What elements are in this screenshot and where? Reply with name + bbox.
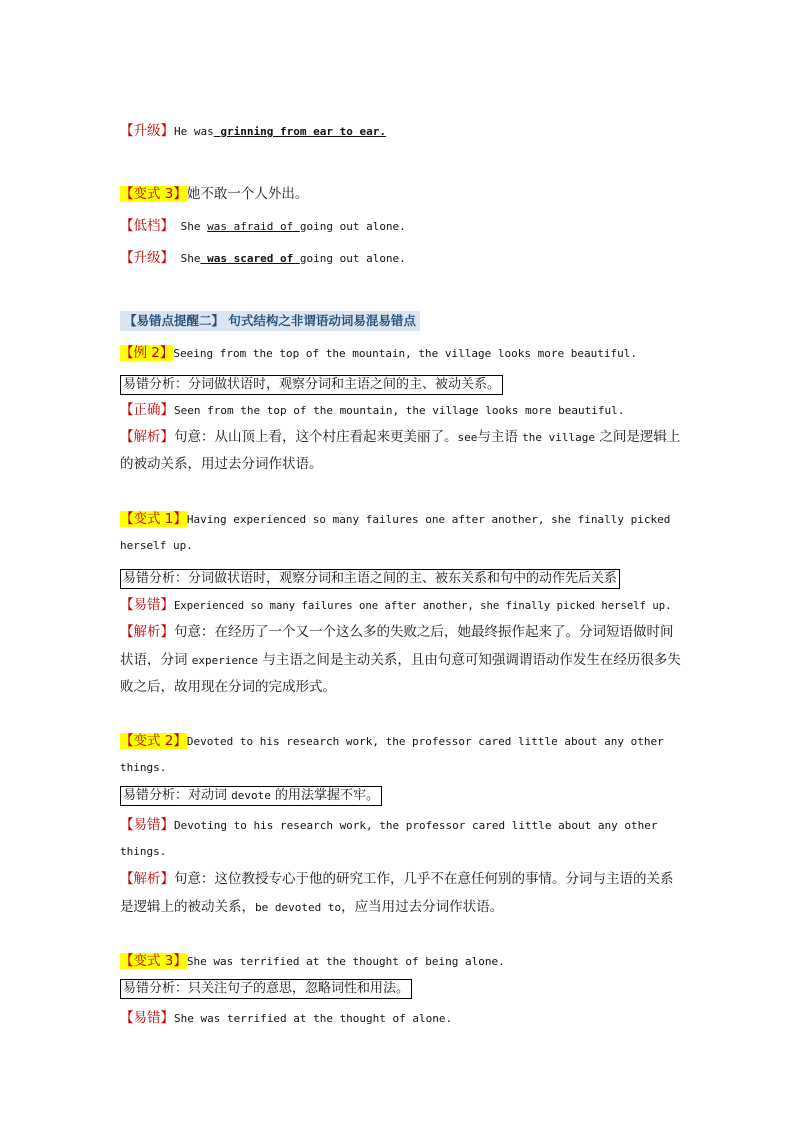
analysis-text: see: [457, 431, 478, 444]
analysis-2-line-2: [120, 652, 681, 669]
analysis-text: 之间是逻辑上: [595, 429, 681, 445]
error-analysis-box-1: 易错分析：分词做状语时，观察分词和主语之间的主、被动关系。: [120, 375, 503, 395]
analysis-2-line-1: [120, 624, 674, 640]
analysis-text: ，应当用过去分词作状语。: [341, 899, 504, 915]
error-line-3: [120, 1010, 452, 1027]
sentence-text: going out alone.: [299, 252, 406, 265]
sentence-text: Having experienced so many failures one after another, she finally picked: [186, 513, 671, 526]
variant-tag: 【变式 2】: [120, 733, 187, 749]
analysis-text: 是逻辑上的被动关系，: [120, 899, 255, 915]
correct-line: [120, 402, 624, 419]
variant-tag: 【变式 3】: [120, 186, 187, 202]
variant-1-line-2: herself up.: [120, 539, 193, 552]
analysis-tag: 【解析】: [120, 429, 174, 445]
upgrade-line-1: [120, 123, 386, 140]
sentence-text: Devoting to his research work, the professor cared little about any other: [174, 819, 658, 832]
analysis-text: 句意：这位教授专心于他的研究工作，几乎不在意任何别的事情。分词与主语的关系: [174, 871, 674, 887]
error-analysis-box-3: [120, 786, 382, 806]
upgrade-tag: 【升级】: [120, 123, 174, 139]
variant-2-line-2: things.: [120, 761, 167, 774]
low-level-tag: 【低档】: [120, 218, 174, 234]
sentence-text: Experienced so many failures one after another, she finally picked herself up.: [174, 600, 672, 612]
sentence-text: She: [174, 220, 208, 233]
analysis-tag: 【解析】: [120, 624, 174, 640]
sentence-text: Seen from the top of the mountain, the village looks more beautiful.: [174, 404, 625, 417]
analysis-text: 状语，分词: [120, 652, 192, 668]
error-line-2: [120, 817, 657, 834]
sentence-text: She was terrified at the thought of being alone.: [186, 955, 505, 968]
analysis-2-line-3: 败之后，故用现在分词的完成形式。: [120, 679, 336, 695]
variant-tag: 【变式 1】: [120, 511, 187, 527]
sentence-text: Seeing from the top of the mountain, the village looks more beautiful.: [173, 347, 637, 360]
underlined-phrase: was afraid of: [207, 220, 300, 233]
error-tag: 【易错】: [120, 597, 174, 613]
upgrade-tag: 【升级】: [120, 250, 174, 266]
variant-tag: 【变式 3】: [120, 953, 187, 969]
analysis-text: 易错分析：对动词: [123, 788, 232, 803]
sentence-text: He was: [174, 125, 214, 138]
analysis-text: the village: [522, 431, 596, 444]
analysis-text: 句意：从山顶上看，这个村庄看起来更美丽了。: [174, 429, 458, 445]
variant-3-prompt: [120, 186, 308, 202]
analysis-text: 与主语: [477, 429, 523, 445]
section-heading: 【易错点提醒二】 句式结构之非谓语动词易混易错点: [120, 311, 420, 331]
sentence-text: Devoted to his research work, the professor cared little about any other: [186, 735, 664, 748]
upgrade-line-2: [120, 250, 406, 267]
analysis-1-line-2: 的被动关系，用过去分词作状语。: [120, 456, 323, 472]
low-level-line: [120, 218, 406, 235]
error-line-2b: things.: [120, 845, 167, 858]
analysis-text: experience: [191, 654, 259, 667]
emphasized-phrase: grinning from ear to ear.: [213, 125, 386, 138]
error-tag: 【易错】: [120, 817, 174, 833]
sentence-text: going out alone.: [299, 220, 406, 233]
analysis-1-line-1: [120, 429, 680, 446]
analysis-3-line-2: [120, 899, 503, 916]
error-line-1: [120, 597, 671, 614]
error-analysis-box-2: 易错分析：分词做状语时，观察分词和主语之间的主、被东关系和句中的动作先后关系: [120, 569, 620, 589]
variant-1-line-1: [120, 511, 670, 528]
correct-tag: 【正确】: [120, 402, 174, 418]
analysis-3-line-1: [120, 871, 674, 887]
analysis-text: 的用法掌握不牢。: [270, 788, 380, 803]
emphasized-phrase: was scared of: [200, 252, 300, 265]
analysis-text: devote: [231, 789, 271, 802]
example-2-line: [120, 345, 637, 362]
error-tag: 【易错】: [120, 1010, 174, 1026]
example-tag: 【例 2】: [120, 345, 174, 361]
analysis-text: 与主语之间是主动关系，且由句意可知强调谓语动作发生在经历很多失: [258, 652, 681, 668]
sentence-text: She: [174, 252, 201, 265]
analysis-tag: 【解析】: [120, 871, 174, 887]
analysis-text: 句意：在经历了一个又一个这么多的失败之后，她最终振作起来了。分词短语做时间: [174, 624, 674, 640]
sentence-text: She was terrified at the thought of alone.: [174, 1012, 453, 1025]
chinese-sentence: 她不敢一个人外出。: [186, 186, 309, 202]
variant-3b-line: [120, 953, 505, 970]
variant-2-line-1: [120, 733, 664, 750]
analysis-text: be devoted to: [255, 901, 342, 914]
error-analysis-box-4: 易错分析：只关注句子的意思，忽略词性和用法。: [120, 979, 412, 999]
